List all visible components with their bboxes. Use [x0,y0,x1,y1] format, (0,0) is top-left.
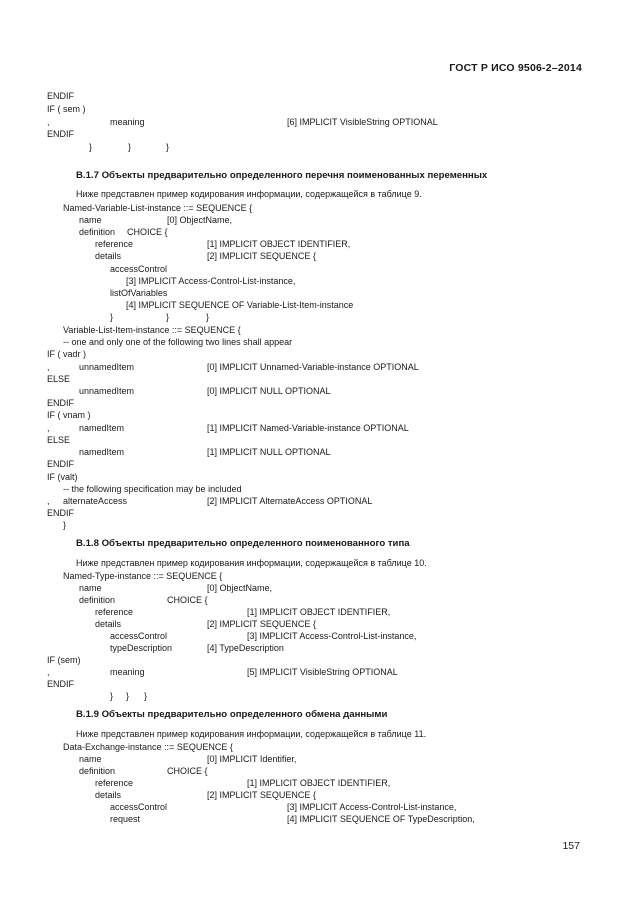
code-token: [1] IMPLICIT OBJECT IDENTIFIER, [207,239,351,249]
code-token: [1] IMPLICIT Named-Variable-instance OPTIONAL [207,423,409,433]
code-token: [3] IMPLICIT Access-Control-List-instance, [126,276,296,286]
code-token: , [47,667,50,677]
code-token: IF ( vnam ) [47,410,91,420]
section-heading-b19: B.1.9 Объекты предварительно определенного обмена данными [76,709,388,720]
code-token: reference [95,778,134,788]
code-token: Ниже представлен пример кодирования информации, содержащейся в таблице 10. [76,558,427,568]
code-token: accessControl [110,802,168,812]
code-token: , [47,496,50,506]
code-token: } [110,691,114,701]
code-token: accessControl [110,264,168,274]
code-token: ELSE [47,435,71,445]
code-token: ENDIF [47,398,74,408]
code-token: ENDIF [47,459,74,469]
code-token: alternateAccess [63,496,128,506]
section-heading-b17: B.1.7 Объекты предварительно определенного перечня поименованных переменных [76,170,488,181]
code-token: [2] IMPLICIT AlternateAccess OPTIONAL [207,496,373,506]
code-token: ENDIF [47,679,74,689]
code-token: [1] IMPLICIT OBJECT IDENTIFIER, [247,778,391,788]
code-token: [0] ObjectName, [207,583,273,593]
code-token: IF ( sem ) [47,104,86,114]
code-token: } [144,691,148,701]
code-token: [4] IMPLICIT SEQUENCE OF Variable-List-Item-instance [126,300,354,310]
code-token: Ниже представлен пример кодирования информации, содержащейся в таблице 11. [76,729,427,739]
code-token: -- one and only one of the following two lines shall appear [63,337,293,347]
code-token: [2] IMPLICIT SEQUENCE { [207,790,316,800]
code-token: [0] IMPLICIT Unnamed-Variable-instance OPTIONAL [207,362,419,372]
code-token: , [47,423,50,433]
code-token: namedItem [79,423,125,433]
code-token: } [110,312,114,322]
code-token: meaning [110,667,145,677]
code-token: [0] IMPLICIT Identifier, [207,754,297,764]
code-token: Named-Variable-List-instance ::= SEQUENCE { [63,203,253,213]
code-token: } [128,142,132,152]
code-token: details [95,619,122,629]
code-token: ENDIF [47,91,74,101]
code-token: [3] IMPLICIT Access-Control-List-instance, [247,631,417,641]
code-token: accessControl [110,631,168,641]
code-token: unnamedItem [79,362,135,372]
code-token: details [95,790,122,800]
code-token: Variable-List-Item-instance ::= SEQUENCE { [63,325,241,335]
code-token: ENDIF [47,129,74,139]
code-token: Data-Exchange-instance ::= SEQUENCE { [63,742,233,752]
document-header: ГОСТ Р ИСО 9506-2–2014 [449,62,582,74]
code-token: [2] IMPLICIT SEQUENCE { [207,619,316,629]
code-token: [4] IMPLICIT SEQUENCE OF TypeDescription, [287,814,475,824]
code-token: ELSE [47,374,71,384]
code-token: typeDescription [110,643,173,653]
code-token: [1] IMPLICIT NULL OPTIONAL [207,447,331,457]
code-token: } [206,312,210,322]
code-token: } [63,520,67,530]
page-number: 157 [562,840,580,852]
code-token: meaning [110,117,145,127]
code-token: , [47,117,50,127]
code-token: IF (valt) [47,472,78,482]
code-token: unnamedItem [79,386,135,396]
code-token: CHOICE { [167,766,208,776]
code-token: } [166,142,170,152]
code-token: name [79,583,102,593]
code-token: [6] IMPLICIT VisibleString OPTIONAL [287,117,438,127]
code-token: CHOICE { [167,595,208,605]
code-token: , [47,362,50,372]
code-token: [3] IMPLICIT Access-Control-List-instance, [287,802,457,812]
code-token: [2] IMPLICIT SEQUENCE { [207,251,316,261]
code-token: request [110,814,141,824]
code-token: Ниже представлен пример кодирования информации, содержащейся в таблице 9. [76,189,422,199]
code-token: listOfVariables [110,288,168,298]
code-token: -- the following specification may be included [63,484,242,494]
code-token: Named-Type-instance ::= SEQUENCE { [63,571,223,581]
code-token: } [89,142,93,152]
code-token: definition [79,227,116,237]
code-token: IF ( vadr ) [47,349,87,359]
code-token: IF (sem) [47,655,81,665]
code-token: ENDIF [47,508,74,518]
code-token: [0] ObjectName, [167,215,233,225]
code-token: definition [79,766,116,776]
code-token: name [79,215,102,225]
code-token: reference [95,239,134,249]
code-token: namedItem [79,447,125,457]
code-token: } [126,691,130,701]
code-token: [1] IMPLICIT OBJECT IDENTIFIER, [247,607,391,617]
code-token: [5] IMPLICIT VisibleString OPTIONAL [247,667,398,677]
code-token: [0] IMPLICIT NULL OPTIONAL [207,386,331,396]
code-token: [4] TypeDescription [207,643,284,653]
code-token: } [166,312,170,322]
code-token: name [79,754,102,764]
code-token: definition [79,595,116,605]
code-token: CHOICE { [127,227,168,237]
code-token: details [95,251,122,261]
code-token: reference [95,607,134,617]
section-heading-b18: B.1.8 Объекты предварительно определенного поименованного типа [76,538,410,549]
